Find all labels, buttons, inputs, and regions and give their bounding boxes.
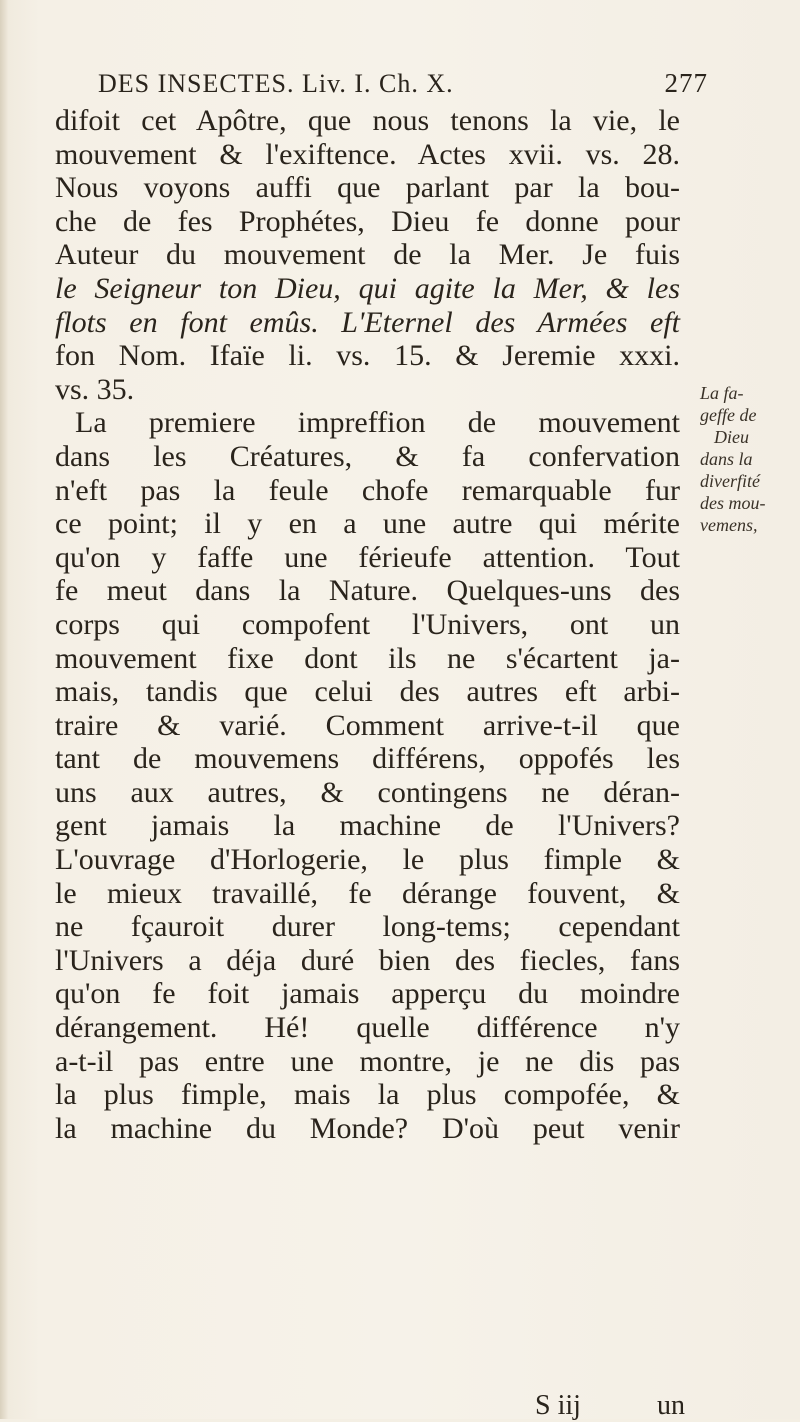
text-line: che de fes Prophétes, Dieu fe donne pour xyxy=(55,204,680,238)
catchword: un xyxy=(657,1390,685,1421)
margin-note-line: diverfité xyxy=(700,471,760,491)
text-line: ne fçauroit durer long-tems; cependant xyxy=(55,910,680,944)
text-line: flots en font emûs. L'Eternel des Armées eft xyxy=(55,305,680,339)
signature-mark: S iij xyxy=(535,1390,581,1421)
margin-note-line: Dieu xyxy=(714,427,749,447)
running-title: DES INSECTES. Liv. I. Ch. X. xyxy=(98,69,454,98)
body-text xyxy=(55,104,680,1145)
text-line: dans les Créatures, & fa confervation xyxy=(55,439,680,473)
text-line: le mieux travaillé, fe dérange fouvent, & xyxy=(55,876,680,910)
text-line: qu'on fe foit jamais apperçu du moindre xyxy=(55,977,680,1011)
text-line: mouvement & l'exiftence. Actes xvii. vs. 28. xyxy=(55,137,680,171)
page-footer xyxy=(535,1390,685,1422)
running-header xyxy=(98,68,708,99)
text-line: n'eft pas la feule chofe remarquable fur xyxy=(55,473,680,507)
text-line: fe meut dans la Nature. Quelques-uns des xyxy=(55,574,680,608)
margin-note-line: La fa- xyxy=(700,383,744,403)
text-line: L'ouvrage d'Horlogerie, le plus fimple & xyxy=(55,843,680,877)
margin-note-line: dans la xyxy=(700,449,753,469)
text-line: difoit cet Apôtre, que nous tenons la vie, le xyxy=(55,104,680,137)
text-line: Auteur du mouvement de la Mer. Je fuis xyxy=(55,238,680,272)
margin-note xyxy=(700,382,790,536)
text-line: la machine du Monde? D'où peut venir xyxy=(55,1111,680,1145)
text-line: corps qui compofent l'Univers, ont un xyxy=(55,607,680,641)
margin-note-line: geffe de xyxy=(700,405,757,425)
text-line: tant de mouvemens différens, oppofés les xyxy=(55,742,680,776)
text-line: dérangement. Hé! quelle différence n'y xyxy=(55,1011,680,1045)
text-line: gent jamais la machine de l'Univers? xyxy=(55,809,680,843)
text-line: qu'on y faffe une férieufe attention. Tout xyxy=(55,540,680,574)
text-line: mais, tandis que celui des autres eft arbi- xyxy=(55,675,680,709)
text-line: mouvement fixe dont ils ne s'écartent ja- xyxy=(55,641,680,675)
text-line: fon Nom. Ifaïe li. vs. 15. & Jeremie xxxi. xyxy=(55,339,680,373)
margin-note-line: des mou- xyxy=(700,493,766,513)
text-line: vs. 35. xyxy=(55,372,135,406)
text-line: traire & varié. Comment arrive-t-il que xyxy=(55,708,680,742)
text-line: La premiere impreffion de mouvement xyxy=(75,406,680,440)
text-line: uns aux autres, & contingens ne déran- xyxy=(55,775,680,809)
text-line: ce point; il y en a une autre qui mérite xyxy=(55,507,680,541)
page-number: 277 xyxy=(664,68,708,98)
text-line: a-t-il pas entre une montre, je ne dis pas xyxy=(55,1044,680,1078)
page-gutter-edge xyxy=(0,0,8,1419)
text-line: la plus fimple, mais la plus compofée, & xyxy=(55,1078,680,1112)
text-line: le Seigneur ton Dieu, qui agite la Mer, & les xyxy=(55,271,680,305)
margin-note-line: vemens, xyxy=(700,515,758,535)
text-line: l'Univers a déja duré bien des fiecles, fans xyxy=(55,943,680,977)
text-line: Nous voyons auffi que parlant par la bou- xyxy=(55,171,680,205)
